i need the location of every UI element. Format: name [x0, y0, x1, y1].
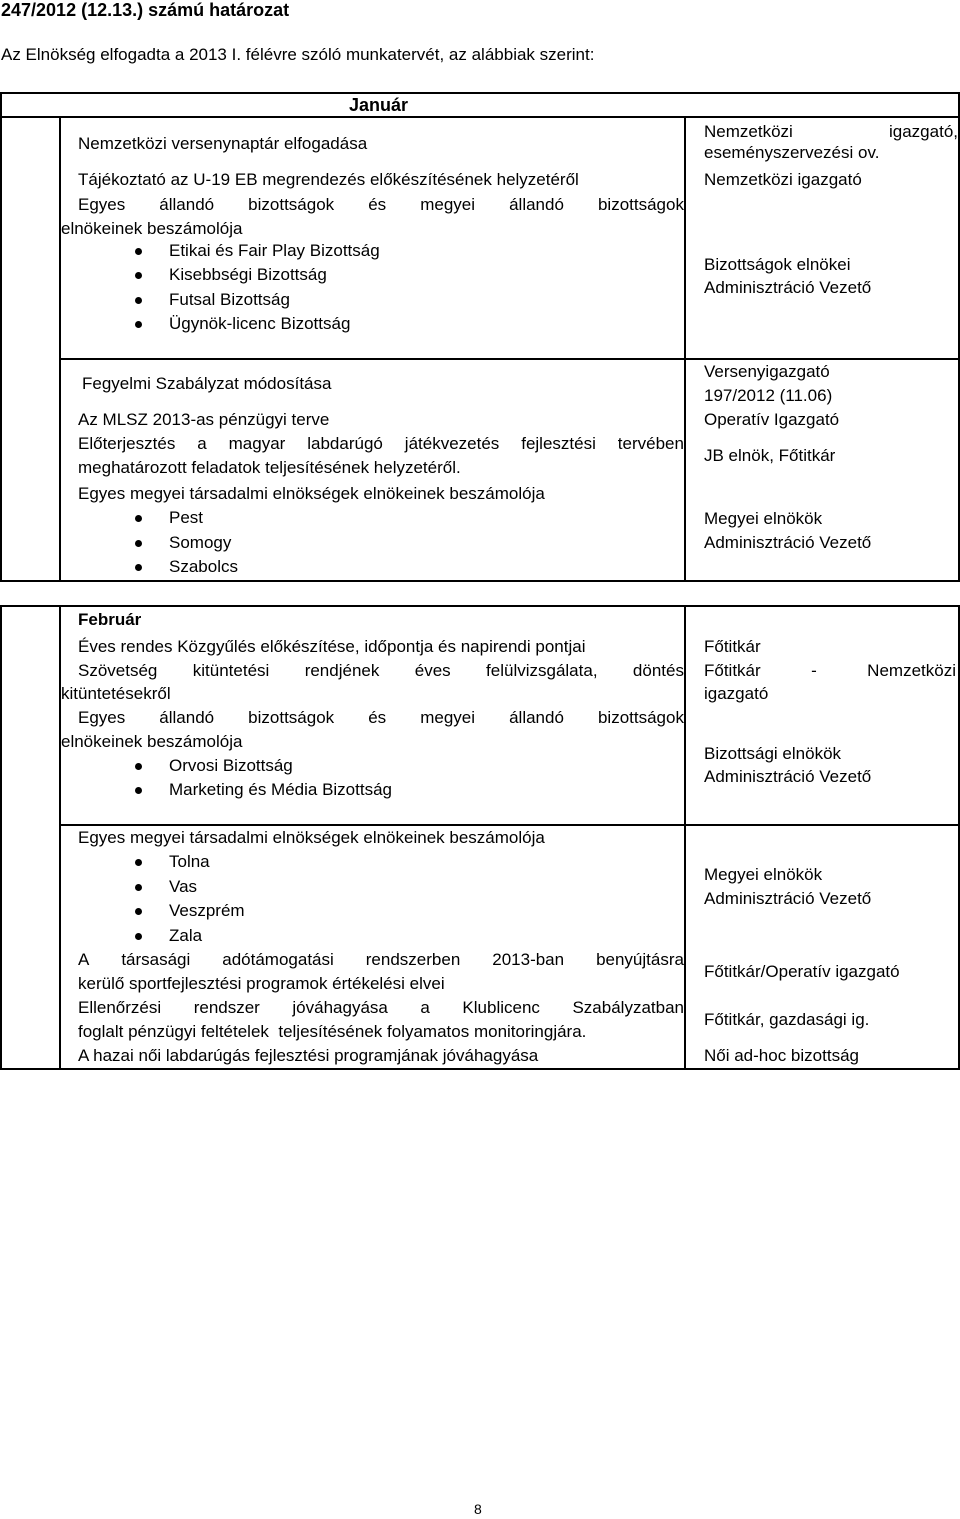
- divider: [59, 358, 960, 360]
- divider: [684, 605, 686, 1070]
- bullet-item: Kisebbségi Bizottság: [169, 265, 327, 284]
- bullet-item: Ügynök-licenc Bizottság: [169, 314, 351, 333]
- bullet-item: Pest: [169, 508, 204, 527]
- bullet-icon: [135, 859, 142, 866]
- resp-jan-3-line1: Bizottságok elnökei: [704, 255, 851, 274]
- resp-feb-5: Főtitkár/Operatív igazgató: [704, 962, 900, 981]
- divider: [59, 824, 960, 826]
- task-word: bizottságok: [248, 708, 335, 727]
- task-jan-5: Az MLSZ 2013-as pénzügyi terve: [78, 410, 330, 429]
- task-word: és: [368, 708, 387, 727]
- task-feb-2-line2: kitüntetésekről: [61, 684, 171, 703]
- task-jan-4: Fegyelmi Szabályzat módosítása: [82, 374, 332, 393]
- resp-feb-1: Főtitkár: [704, 637, 761, 656]
- resp-word: Nemzetközi: [867, 661, 956, 680]
- resp-jan-5: Operatív Igazgató: [704, 410, 840, 429]
- bullet-item: Tolna: [169, 852, 210, 871]
- bullet-icon: [135, 884, 142, 891]
- task-word: jóváhagyása: [292, 998, 388, 1017]
- resp-jan-6: JB elnök, Főtitkár: [704, 446, 836, 465]
- task-word: állandó: [159, 195, 215, 214]
- task-jan-1: Nemzetközi versenynaptár elfogadása: [78, 134, 368, 153]
- bullet-icon: [135, 933, 142, 940]
- intro-text: Az Elnökség elfogadta a 2013 I. félévre szóló munkatervét, az alábbiak szerint:: [1, 45, 595, 64]
- task-feb-2: [78, 661, 684, 681]
- task-word: rendszerben: [365, 950, 461, 969]
- task-feb-1: Éves rendes Közgyűlés előkészítése, időpontja és napirendi pontjai: [78, 637, 586, 656]
- task-word: labdarúgó: [307, 434, 383, 453]
- task-word: fejlesztési: [521, 434, 596, 453]
- resp-word: Nemzetközi: [704, 122, 793, 141]
- task-word: Szövetség: [78, 661, 158, 680]
- resp-feb-4-line1: Megyei elnökök: [704, 865, 823, 884]
- task-word: felülvizsgálata,: [486, 661, 598, 680]
- task-word: a: [420, 998, 430, 1017]
- resp-feb-4-line2: Adminisztráció Vezető: [704, 889, 872, 908]
- resp-feb-6: Főtitkár, gazdasági ig.: [704, 1010, 870, 1029]
- task-word: benyújtásra: [596, 950, 684, 969]
- bullet-item: Vas: [169, 877, 198, 896]
- resp-word: -: [811, 661, 817, 680]
- resp-jan-1: [704, 122, 958, 142]
- task-word: rendszer: [193, 998, 260, 1017]
- resp-feb-7: Női ad-hoc bizottság: [704, 1046, 859, 1065]
- task-word: bizottságok: [597, 195, 684, 214]
- task-jan-6: [78, 434, 684, 454]
- resp-word: igazgató,: [889, 122, 958, 141]
- resp-feb-3-line2: Adminisztráció Vezető: [704, 767, 872, 786]
- task-jan-2: Tájékoztató az U-19 EB megrendezés előkészítésének helyzetéről: [78, 170, 579, 189]
- task-word: Ellenőrzési: [78, 998, 162, 1017]
- divider: [684, 116, 686, 582]
- task-jan-6-line2: meghatározott feladatok teljesítésének helyzetéről.: [78, 458, 461, 477]
- task-word: éves: [414, 661, 451, 680]
- resp-jan-1-line2: eseményszervezési ov.: [704, 143, 880, 162]
- resp-jan-4-line1: Versenyigazgató: [704, 362, 830, 381]
- resp-jan-4-line2: 197/2012 (11.06): [704, 386, 833, 405]
- task-feb-5-line2: kerülő sportfejlesztési programok értékelési elvei: [78, 974, 445, 993]
- bullet-icon: [135, 248, 142, 255]
- task-word: Szabályzatban: [572, 998, 684, 1017]
- task-word: tervében: [617, 434, 684, 453]
- bullet-icon: [135, 321, 142, 328]
- bullet-item: Orvosi Bizottság: [169, 756, 293, 775]
- divider: [0, 116, 960, 118]
- task-word: megyei: [420, 195, 476, 214]
- bullet-icon: [135, 272, 142, 279]
- bullet-item: Szabolcs: [169, 557, 238, 576]
- task-word: Klublicenc: [462, 998, 540, 1017]
- task-word: és: [368, 195, 387, 214]
- task-word: társasági: [121, 950, 191, 969]
- bullet-icon: [135, 564, 142, 571]
- task-word: döntés: [632, 661, 684, 680]
- task-feb-3: [78, 708, 684, 728]
- task-word: bizottságok: [597, 708, 684, 727]
- task-word: állandó: [509, 195, 564, 214]
- task-feb-6: [78, 998, 684, 1018]
- bullet-icon: [135, 297, 142, 304]
- task-feb-3-line2: elnökeinek beszámolója: [61, 732, 243, 751]
- month-february: Február: [78, 610, 142, 629]
- bullet-icon: [135, 908, 142, 915]
- task-jan-3: [78, 195, 684, 215]
- divider: [59, 605, 61, 1070]
- bullet-icon: [135, 540, 142, 547]
- resp-feb-2: [704, 661, 956, 681]
- resp-feb-2-line2: igazgató: [704, 684, 769, 703]
- task-word: adótámogatási: [222, 950, 334, 969]
- bullet-item: Zala: [169, 926, 203, 945]
- task-feb-6-line2: foglalt pénzügyi feltételek teljesítésének folyamatos monitoringjára.: [78, 1022, 587, 1041]
- task-word: állandó: [159, 708, 215, 727]
- resp-word: Főtitkár: [704, 661, 761, 680]
- task-feb-7: A hazai női labdarúgás fejlesztési programjának jóváhagyása: [78, 1046, 539, 1065]
- resp-jan-7-line1: Megyei elnökök: [704, 509, 823, 528]
- task-word: állandó: [509, 708, 564, 727]
- bullet-item: Marketing és Média Bizottság: [169, 780, 392, 799]
- divider: [59, 116, 61, 582]
- resp-jan-3-line2: Adminisztráció Vezető: [704, 278, 872, 297]
- task-jan-3-line2: elnökeinek beszámolója: [61, 219, 243, 238]
- bullet-icon: [135, 763, 142, 770]
- task-feb-4: Egyes megyei társadalmi elnökségek elnökeinek beszámolója: [78, 828, 545, 847]
- task-word: rendjének: [304, 661, 380, 680]
- resolution-heading: 247/2012 (12.13.) számú határozat: [1, 0, 290, 20]
- task-word: Egyes: [78, 708, 126, 727]
- bullet-item: Futsal Bizottság: [169, 290, 290, 309]
- page-number: 8: [474, 1501, 482, 1517]
- task-word: A: [78, 950, 90, 969]
- resp-feb-3-line1: Bizottsági elnökök: [704, 744, 842, 763]
- bullet-item: Etikai és Fair Play Bizottság: [169, 241, 380, 260]
- task-word: kitüntetési: [192, 661, 270, 680]
- task-word: 2013-ban: [492, 950, 565, 969]
- bullet-icon: [135, 787, 142, 794]
- task-word: megyei: [420, 708, 476, 727]
- task-word: játékvezetés: [404, 434, 500, 453]
- task-word: bizottságok: [248, 195, 335, 214]
- resp-jan-7-line2: Adminisztráció Vezető: [704, 533, 872, 552]
- task-jan-7: Egyes megyei társadalmi elnökségek elnökeinek beszámolója: [78, 484, 545, 503]
- task-word: a: [197, 434, 207, 453]
- task-word: Egyes: [78, 195, 126, 214]
- bullet-item: Veszprém: [169, 901, 245, 920]
- month-january: Január: [349, 95, 409, 115]
- task-feb-5: [78, 950, 684, 970]
- bullet-icon: [135, 515, 142, 522]
- resp-jan-2: Nemzetközi igazgató: [704, 170, 862, 189]
- task-word: magyar: [228, 434, 286, 453]
- bullet-item: Somogy: [169, 533, 232, 552]
- task-word: Előterjesztés: [78, 434, 176, 453]
